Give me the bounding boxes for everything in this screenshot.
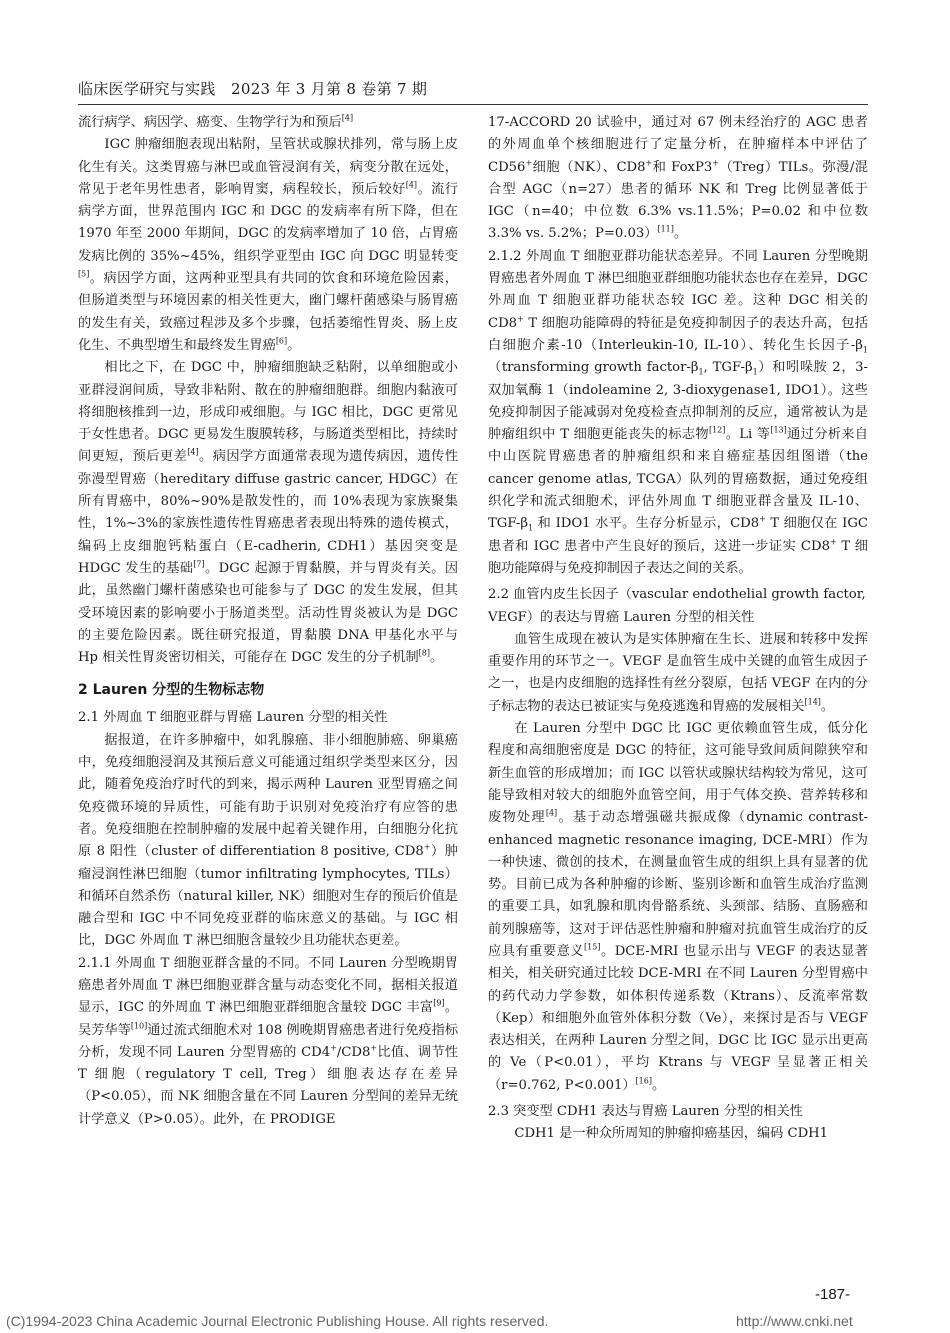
copyright-text: (C)1994-2023 China Academic Journal Electronic Publishing House. All rights reserved. bbox=[6, 1313, 549, 1329]
paragraph: 血管生成现在被认为是实体肿瘤在生长、进展和转移中发挥重要作用的环节之一。VEGF 是血管生成中关键的血管生成因子之一，也是内皮细胞的选择性有丝分裂原，包括 VEGF 在内的分子标志物的表达已被证实与免疫逃逸和胃癌的发展相关[14]。 bbox=[488, 631, 868, 714]
paragraph: 流行病学、病因学、癌变、生物学行为和预后[4] bbox=[78, 113, 354, 130]
citation[interactable]: [16] bbox=[635, 1076, 652, 1086]
paragraph: 2.1.2 外周血 T 细胞亚群功能状态差异。不同 Lauren 分型晚期胃癌患者外周血 T 淋巴细胞亚群细胞功能状态也存在差异，DGC 外周血 T 细胞亚群功能状态较 IGC 差。这种 DGC 相关的 CD8+ T 细胞功能障碍的特征是免疫抑制因子的表达升高，包括白细胞介素-10（Interleukin-10, IL-10）、转化生长因子$-\beta_1(transforming$ growth factor-$\beta_1$, TGF-$\beta_1$）和吲哚胺 2，3-双加氧酶 1（indoleamine 2, 3-dioxygenase1, IDO1）。这些免疫抑制因子能减弱对免疫检查点抑制剂的反应，通常被认为是肿瘤组织中 T 细胞更能丧失的标志物[12]。Li 等[13]通过分析来自中山医院胃癌患者的肿瘤组织和来自癌症基因组图谱（the cancer genome atlas, TCGA）队列的胃癌数据，通过免疫组织化学和流式细胞术，评估外周血 T 细胞亚群含量及 IL-10、TGF-$\beta_1$ 和 IDO1 水平。生存分析显示，CD8+ T 细胞仅在 IGC 患者和 IGC 患者中产生良好的预后，这进一步证实 CD8+ T 细胞功能障碍与免疫抑制因子表达之间的关系。 bbox=[488, 248, 868, 576]
footer-url-link[interactable]: http://www.cnki.net bbox=[736, 1313, 853, 1329]
citation[interactable]: [11] bbox=[657, 225, 674, 235]
paragraph: CDH1 是一种众所周知的肿瘤抑癌基因，编码 CDH1 bbox=[514, 1126, 829, 1142]
paragraph: IGC 肿瘤细胞表现出粘附，呈管状或腺状排列，常与肠上皮化生有关。这类胃癌与淋巴或血管浸润有关，病变分散在远处，常见于老年男性患者，影响胃窦，病程较长，预后较好[4]。流行病学方面，世界范围内 IGC 和 DGC 的发病率有所下降，但在 1970 年至 2000 年期间，DGC 的发病率增加了 10 倍，占胃癌发病比例的 35%~45%，组织学亚型由 IGC 向 DGC 明显转变[5]。病因学方面，这两种亚型具有共同的饮食和环境危险因素，但肠道类型与环境因素的相关性更大，幽门螺杆菌感染与肠胃癌的发生有关，致癌过程涉及多个步骤，包括萎缩性胃炎、肠上皮化生、不典型增生和最终发生胃癌[6]。 bbox=[78, 137, 459, 353]
citation[interactable]: [9] bbox=[433, 998, 445, 1008]
subsection-heading: 2.2 血管内皮生长因子（vascular endothelial growth factor, VEGF）的表达与胃癌 Lauren 分型的相关性 bbox=[488, 587, 866, 625]
subsection-heading: 2.3 突变型 CDH1 表达与胃癌 Lauren 分型的相关性 bbox=[488, 1104, 803, 1120]
journal-header: 临床医学研究与实践 2023 年 3 月第 8 卷第 7 期 bbox=[78, 80, 428, 98]
citation[interactable]: [7] bbox=[193, 559, 205, 569]
citation[interactable]: [14] bbox=[804, 697, 821, 707]
citation[interactable]: [4] bbox=[545, 808, 558, 818]
footer bbox=[6, 1313, 946, 1329]
citation[interactable]: [12] bbox=[708, 425, 726, 435]
citation[interactable]: [6] bbox=[275, 336, 288, 346]
paragraph: 相比之下，在 DGC 中，肿瘤细胞缺乏粘附，以单细胞或小亚群浸润间质，导致非粘附、散在的肿瘤细胞群。细胞内黏液可将细胞核推到一边，形成印戒细胞。与 IGC 相比，DGC 更常见于女性患者。DGC 更易发生腹膜转移，与肠道类型相比，持续时间更短，预后更差[4]。病因学方面通常表现为遗传病因，遗传性弥漫型胃癌（hereditary diffuse gastric cancer, HDGC）在所有胃癌中，80%~90%是散发性的，而 10%表现为家族聚集性，1%~3%的家族性遗传性胃癌患者表现出特殊的遗传模式，编码上皮细胞钙粘蛋白（E-cadherin, CDH1）基因突变是 HDGC 发生的基础[7]。DGC 起源于胃黏膜，并与胃炎有关。因此，虽然幽门螺杆菌感染也可能参与了 DGC 的发生发展，但其受环境因素的影响要小于肠道类型。活动性胃炎被认为是 DGC 的主要危险因素。既往研究报道，胃黏膜 DNA 甲基化水平与 Hp 相关性胃炎密切相关，可能存在 DGC 发生的分子机制[8]。 bbox=[78, 360, 459, 666]
citation[interactable]: [10] bbox=[130, 1021, 148, 1031]
paragraph: 据报道，在许多肿瘤中，如乳腺癌、非小细胞肺癌、卵巢癌中，免疫细胞浸润及其预后意义可能通过组织学类型来区分，因此，随着免疫治疗时代的到来，揭示两种 Lauren 亚型胃癌之间免疫微环境的异质性，可能有助于识别对免疫治疗有应答的患者。免疫细胞在控制肿瘤的发展中起着关键作用，白细胞分化抗原 8 阳性（cluster of differentiation 8 positive, CD8+）肿瘤浸润性淋巴细胞（tumor infiltrating lymphocytes, TILs）和循环自然杀伤（natural killer, NK）细胞对生存的预后价值是融合型和 IGC 中不同免疫亚群的临床意义的基础。与 IGC 相比，DGC 外周血 T 淋巴细胞含量较少且功能状态更差。 bbox=[78, 732, 458, 949]
paragraph: 2.1.1 外周血 T 细胞亚群含量的不同。不同 Lauren 分型晚期胃癌患者外周血 T 淋巴细胞亚群含量与动态变化不同，据相关报道显示，IGC 的外周血 T 淋巴细胞亚群细胞含量较 DGC 丰富[9]。吴芳华等[10]通过流式细胞术对 108 例晚期胃癌患者进行免疫指标分析，发现不同 Lauren 分型胃癌的 CD4+/CD8+比值、调节性 T 细胞（regulatory T cell, Treg）细胞表达存在差异（P<0.05），而 NK 细胞含量在不同 Lauren 分型间的差异无统计学意义（P>0.05）。此外，在 PRODIGE bbox=[78, 955, 459, 1127]
citation[interactable]: [4] bbox=[405, 180, 418, 190]
citation[interactable]: [8] bbox=[418, 648, 430, 658]
citation[interactable]: [13] bbox=[770, 425, 787, 435]
citation[interactable]: [5] bbox=[78, 269, 90, 279]
subsection-heading: 2.1 外周血 T 细胞亚群与胃癌 Lauren 分型的相关性 bbox=[78, 710, 388, 726]
paragraph: 在 Lauren 分型中 DGC 比 IGC 更依赖血管生成，低分化程度和高细胞密度是 DGC 的特征，这可能导致间质间隙狭窄和新生血管的形成增加；而 IGC 以管状或腺状结构较为常见，这可能导致相对较大的细胞外血管空间，用于气体交换、营养转移和废物处理[4]。基于动态增强磁共振成像（dynamic contrast-enhanced magnetic resonance imaging, DCE-MRI）作为一种快速、微创的技术，在测量血管生成的组织上具有显著的优势。目前已成为各种肿瘤的诊断、鉴别诊断和血管生成治疗监测的重要工具，如乳腺和肌肉骨骼系统、头颈部、结肠、直肠癌和前列腺癌等，这对于评估恶性肿瘤和肿瘤对抗血管生成治疗的反应具有重要意义[15]。DCE-MRI 也显示出与 VEGF 的表达显著相关，相关研究通过比较 DCE-MRI 在不同 Lauren 分型胃癌中的药代动力学参数，如体积传递系数（Ktrans）、反流率常数（Kep）和细胞外血管外体积分数（Ve），来探讨是否与 VEGF 表达相关，在两种 Lauren 分型之间，DGC 比 IGC 显示出更高的 Ve（P<0.01），平均 Ktrans 与 VEGF 呈显著正相关（r=0.762, P<0.001）[16]。 bbox=[488, 721, 868, 1093]
right-column bbox=[488, 112, 868, 1146]
citation[interactable]: [15] bbox=[584, 942, 601, 952]
subsubsection-heading: 2.1.2 外周血 T 细胞亚群功能状态差异。 bbox=[488, 248, 732, 264]
paragraph: 17-ACCORD 20 试验中，通过对 67 例未经治疗的 AGC 患者的外周血单个核细胞进行了定量分析，在肿瘤样本中评估了 CD56+细胞（NK）、CD8+和 FoxP3+（Treg）TILs。弥漫/混合型 AGC（n=27）患者的循环 NK 和 Treg 比例显著低于 IGC（n=40；中位数 6.3% vs.11.5%；P=0.02 和中位数 3.3% vs. 5.2%；P=0.03）[11]。 bbox=[488, 115, 868, 242]
section-heading: 2 Lauren 分型的生物标志物 bbox=[78, 682, 265, 699]
page-number: -187- bbox=[815, 1286, 851, 1303]
citation[interactable]: [4] bbox=[187, 448, 199, 458]
subsubsection-heading: 2.1.1 外周血 T 细胞亚群含量的不同。 bbox=[78, 955, 308, 971]
header-rule bbox=[78, 104, 868, 105]
citation[interactable]: [4] bbox=[341, 113, 354, 123]
left-column bbox=[78, 112, 458, 1131]
